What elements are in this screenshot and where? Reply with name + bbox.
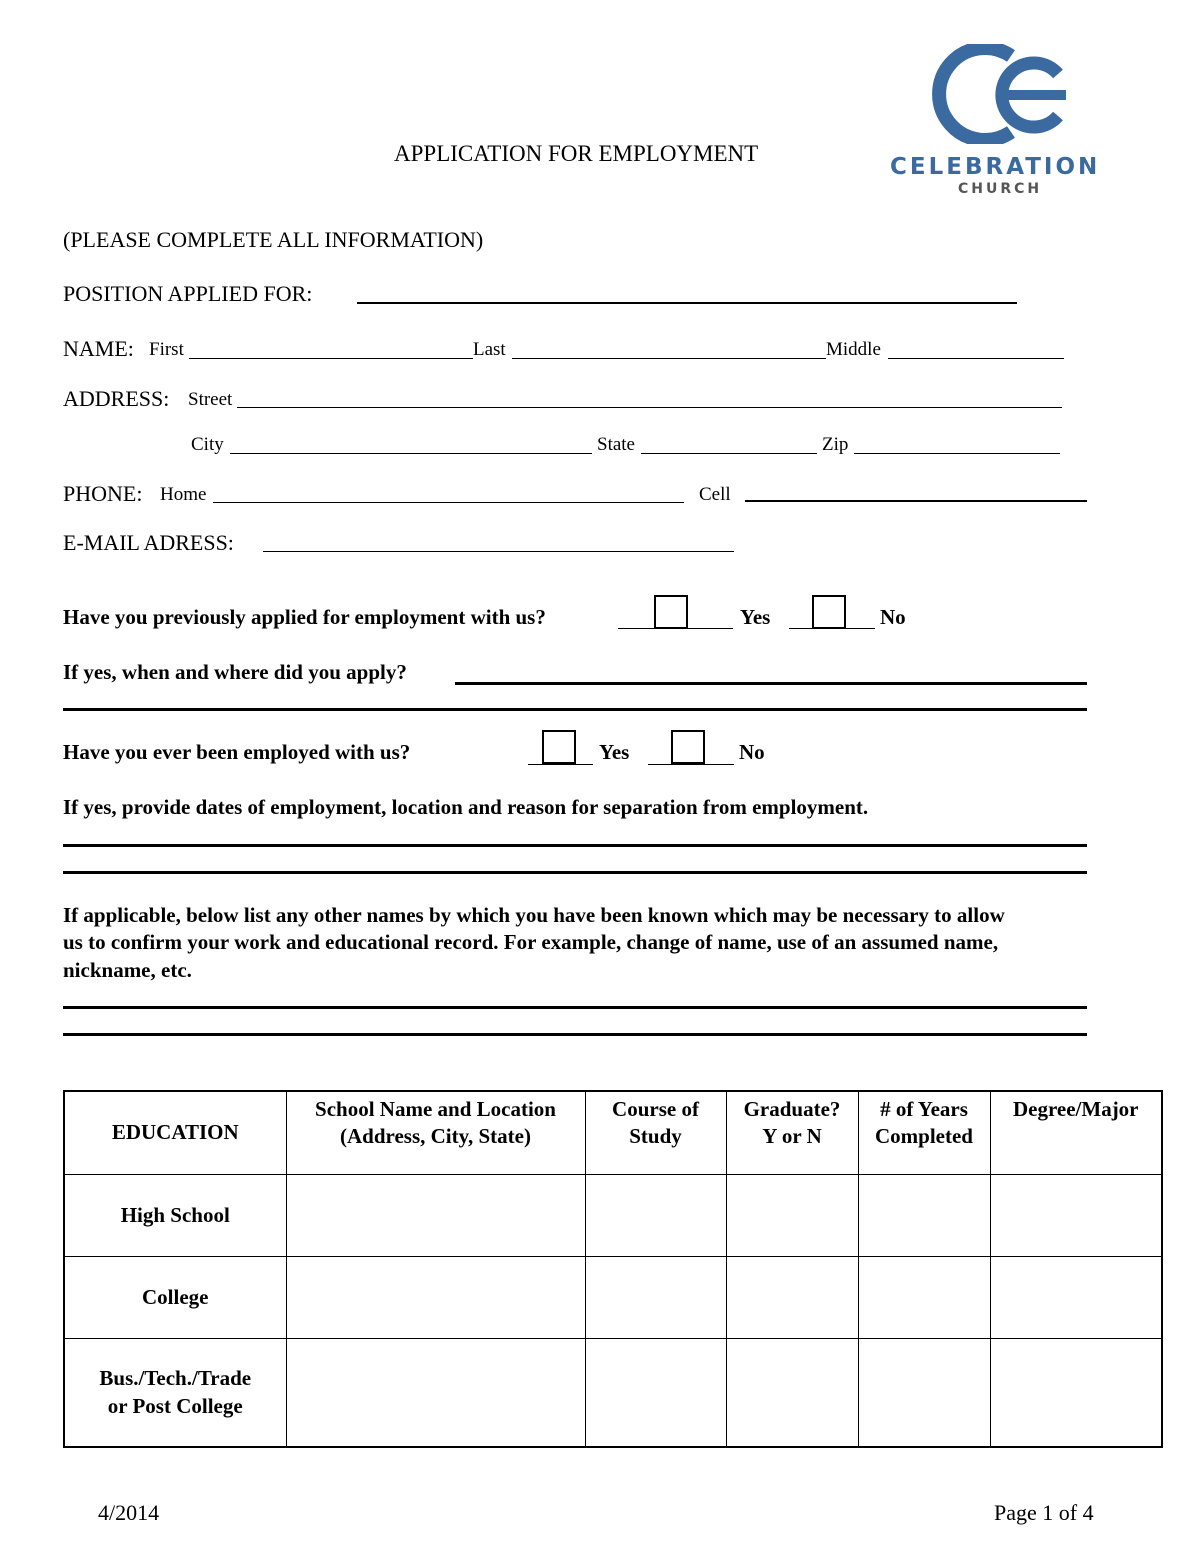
employed-no-label: No xyxy=(739,740,765,764)
college-course-cell[interactable] xyxy=(585,1256,726,1338)
logo-sub: CHURCH xyxy=(958,181,1043,197)
applied-yes-checkbox[interactable] xyxy=(654,595,688,629)
row-label-trade: Bus./Tech./Trade or Post College xyxy=(64,1339,286,1447)
cell-phone-label: Cell xyxy=(699,484,731,505)
college-years-cell[interactable] xyxy=(858,1256,990,1338)
college-graduate-cell[interactable] xyxy=(726,1256,858,1338)
email-label: E-MAIL ADRESS: xyxy=(63,530,234,555)
other-names-input-1[interactable] xyxy=(63,1006,1087,1009)
table-row xyxy=(64,1339,1162,1447)
email-input[interactable] xyxy=(263,551,734,552)
high-school-course-cell[interactable] xyxy=(585,1174,726,1256)
trade-degree-cell[interactable] xyxy=(990,1339,1162,1447)
high-school-degree-cell[interactable] xyxy=(990,1174,1162,1256)
employed-yes-checkbox[interactable] xyxy=(542,730,576,764)
position-label: POSITION APPLIED FOR: xyxy=(63,281,313,306)
address-label: ADDRESS: xyxy=(63,386,170,411)
applied-yes-label: Yes xyxy=(740,605,771,629)
instructions: (PLEASE COMPLETE ALL INFORMATION) xyxy=(63,227,484,252)
employed-no-underline xyxy=(648,764,734,765)
employed-yes-underline xyxy=(528,764,593,765)
first-name-input[interactable] xyxy=(189,358,473,359)
header-degree: Degree/Major xyxy=(990,1091,1162,1174)
applied-no-label: No xyxy=(880,605,906,629)
first-name-label: First xyxy=(149,339,184,360)
college-school-cell[interactable] xyxy=(286,1256,585,1338)
table-row xyxy=(64,1174,1162,1256)
city-label: City xyxy=(191,434,224,455)
employment-details-question: If yes, provide dates of employment, location and reason for separation from employment. xyxy=(63,795,869,819)
page-title: APPLICATION FOR EMPLOYMENT xyxy=(394,141,759,166)
street-label: Street xyxy=(188,389,233,410)
header-school: School Name and Location (Address, City, State) xyxy=(286,1091,585,1174)
home-phone-label: Home xyxy=(160,484,207,505)
employment-details-input-2[interactable] xyxy=(63,871,1087,874)
employed-before-question: Have you ever been employed with us? xyxy=(63,740,411,764)
table-header-row xyxy=(64,1091,1162,1174)
last-name-input[interactable] xyxy=(512,358,826,359)
trade-course-cell[interactable] xyxy=(585,1339,726,1447)
other-names-text-3: nickname, etc. xyxy=(63,958,192,982)
row-label-high-school: High School xyxy=(64,1174,286,1256)
applied-before-question: Have you previously applied for employment with us? xyxy=(63,605,546,629)
state-input[interactable] xyxy=(641,453,817,454)
employed-no-checkbox[interactable] xyxy=(671,730,705,764)
header-course: Course of Study xyxy=(585,1091,726,1174)
other-names-text-1: If applicable, below list any other names by which you have been known which may be necessary to allow xyxy=(63,903,1005,927)
logo-name: CELEBRATION xyxy=(890,154,1101,180)
applied-when-input-line2[interactable] xyxy=(63,708,1087,711)
header-education: EDUCATION xyxy=(64,1091,286,1174)
cc-logo-icon xyxy=(888,44,1100,144)
celebration-church-logo xyxy=(888,44,1100,204)
applied-when-input[interactable] xyxy=(455,682,1087,685)
middle-name-input[interactable] xyxy=(888,358,1064,359)
row-label-college: College xyxy=(64,1256,286,1338)
last-name-label: Last xyxy=(473,339,506,360)
phone-label: PHONE: xyxy=(63,481,143,506)
high-school-school-cell[interactable] xyxy=(286,1174,585,1256)
trade-school-cell[interactable] xyxy=(286,1339,585,1447)
footer-date: 4/2014 xyxy=(98,1500,160,1525)
other-names-text-2: us to confirm your work and educational record. For example, change of name, use of an assumed name, xyxy=(63,930,999,954)
header-graduate: Graduate? Y or N xyxy=(726,1091,858,1174)
street-input[interactable] xyxy=(237,407,1062,408)
page-number: Page 1 of 4 xyxy=(994,1500,1094,1525)
header-years: # of Years Completed xyxy=(858,1091,990,1174)
other-names-input-2[interactable] xyxy=(63,1033,1087,1036)
zip-input[interactable] xyxy=(854,453,1060,454)
city-input[interactable] xyxy=(230,453,592,454)
cell-phone-input[interactable] xyxy=(745,500,1087,502)
name-label: NAME: xyxy=(63,336,134,361)
middle-name-label: Middle xyxy=(826,339,881,360)
trade-graduate-cell[interactable] xyxy=(726,1339,858,1447)
education-table xyxy=(63,1090,1163,1448)
table-row xyxy=(64,1256,1162,1338)
employment-details-input-1[interactable] xyxy=(63,844,1087,847)
applied-when-question: If yes, when and where did you apply? xyxy=(63,660,407,684)
employed-yes-label: Yes xyxy=(599,740,630,764)
college-degree-cell[interactable] xyxy=(990,1256,1162,1338)
home-phone-input[interactable] xyxy=(213,502,684,503)
high-school-years-cell[interactable] xyxy=(858,1174,990,1256)
high-school-graduate-cell[interactable] xyxy=(726,1174,858,1256)
position-input[interactable] xyxy=(357,302,1017,304)
zip-label: Zip xyxy=(822,434,849,455)
trade-years-cell[interactable] xyxy=(858,1339,990,1447)
state-label: State xyxy=(597,434,635,455)
applied-no-checkbox[interactable] xyxy=(812,595,846,629)
